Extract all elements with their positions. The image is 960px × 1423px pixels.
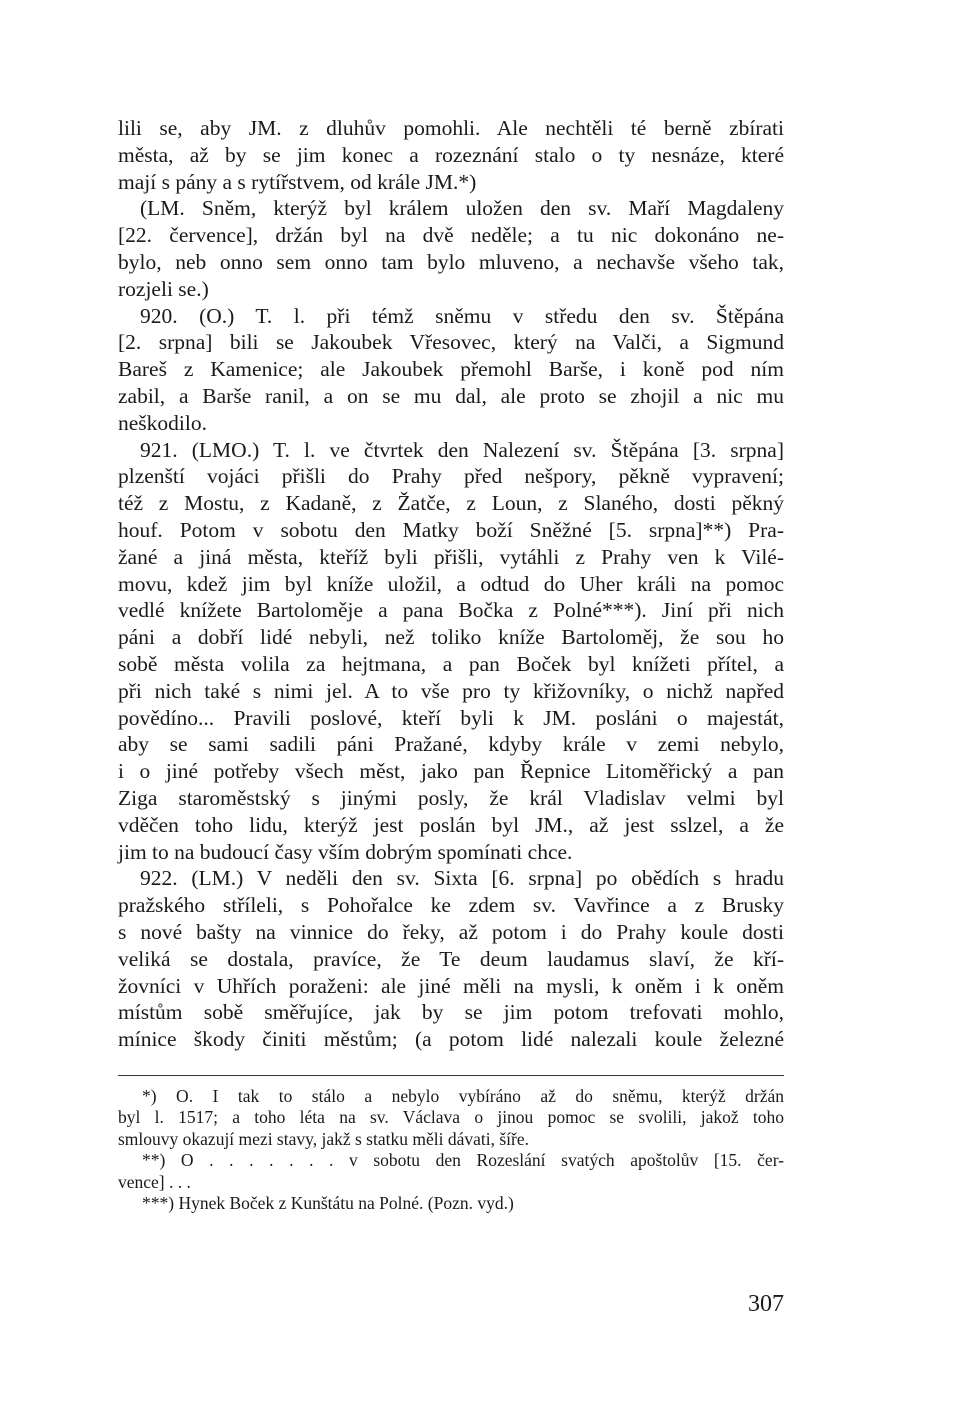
text-line: pražského stříleli, s Pohořalce ke zdem sv. Vavřince a z Brusky — [118, 893, 784, 918]
text-line: žovníci v Uhřích poraženi: ale jiné měli na mysli, k oněm i k oněm — [118, 973, 784, 998]
text-line: sobě města volila za hejtmana, a pan Boček byl knížeti přítel, a — [118, 651, 784, 676]
text-line: páni a dobří lidé nebyli, než toliko kníže Bartoloměj, že sou ho — [118, 625, 784, 650]
text-line: města, až by se jim konec a rozeznání stalo o ty nesnáze, které — [118, 142, 784, 167]
text-line: i o jiné potřeby všech měst, jako pan Řepnice Litoměřický a pan — [118, 759, 784, 784]
footnote-line: ***) Hynek Boček z Kunštátu na Polné. (Pozn. vyd.) — [142, 1193, 514, 1214]
footnote-line: **) O . . . . . . . v sobotu den Rozeslání svatých apoštolův [15. čer- — [142, 1150, 784, 1171]
page-content — [118, 115, 784, 1215]
footnote-line: byl l. 1517; a toho léta na sv. Václava o jinou pomoc se svolili, jakož toho — [118, 1107, 784, 1128]
text-line: zabil, a Barše ranil, a on se mu dal, ale proto se zhojil a nic mu — [118, 383, 784, 408]
text-line: lili se, aby JM. z dluhův pomohli. Ale nechtěli té berně zbírati — [118, 116, 784, 140]
text-line: žané a jiná města, kteříž byli přišli, vytáhli z Prahy ven k Vilé- — [118, 544, 784, 569]
text-line: movu, kdež jim byl kníže uložil, a odtud do Uher králi na pomoc — [118, 571, 784, 596]
text-line: mají s pány a s rytířstvem, od krále JM.*) — [118, 169, 477, 194]
text-line: bylo, neb onno sem onno tam bylo mluveno, a nechavše všeho tak, — [118, 249, 784, 274]
text-line: vděčen toho lidu, kterýž jest poslán byl JM., až jest sslzel, a že — [118, 812, 784, 837]
text-line: 922. (LM.) V neděli den sv. Sixta [6. srpna] po obědích s hradu — [140, 866, 784, 891]
text-line: 921. (LMO.) T. l. ve čtvrtek den Nalezení sv. Štěpána [3. srpna] — [140, 437, 784, 462]
text-line: Ziga staroměstský s jinými posly, že král Vladislav velmi byl — [118, 785, 784, 810]
text-line: při nich také s nimi jel. A to vše pro ty křižovníky, o nichž napřed — [118, 678, 784, 703]
text-line: místům sobě směřujíce, jak by se jim potom trefovati mohlo, — [118, 1000, 784, 1025]
text-line: s nové bašty na vinnice do řeky, až potom i do Prahy koule dosti — [118, 919, 784, 944]
text-line: rozjeli se.) — [118, 276, 209, 301]
footnote-line: vence] . . . — [118, 1171, 191, 1192]
text-line: Bareš z Kamenice; ale Jakoubek přemohl Barše, i koně pod ním — [118, 357, 784, 382]
text-line: veliká se dostala, pravíce, že Te deum laudamus slaví, že kří- — [118, 946, 784, 971]
text-line: plzenští vojáci přišli do Prahy před nešpory, pěkně vypravení; — [118, 464, 784, 489]
footnote-line: smlouvy okazují mezi stavy, jakž s statku měli dávati, šíře. — [118, 1128, 529, 1149]
text-line: 920. (O.) T. l. při témž sněmu v středu den sv. Štěpána — [140, 303, 784, 328]
text-line: [2. srpna] bili se Jakoubek Vřesovec, který na Valči, a Sigmund — [118, 330, 784, 355]
footnote-divider — [118, 1075, 784, 1076]
text-line: povědíno... Pravili poslové, kteří byli k JM. posláni o majestát, — [118, 705, 784, 730]
text-line: vedlé knížete Bartoloměje a pana Bočka z Polné***). Jiní při nich — [118, 598, 784, 623]
main-text — [118, 115, 784, 1053]
footnotes — [118, 1086, 784, 1215]
text-line: (LM. Sněm, kterýž byl králem uložen den sv. Maří Magdaleny — [140, 196, 784, 221]
text-line: jim to na budoucí časy vším dobrým spomínati chce. — [118, 839, 573, 864]
text-line: též z Mostu, z Kadaně, z Žatče, z Loun, z Slaného, dosti pěkný — [118, 491, 784, 516]
text-line: mínice škody činiti městům; (a potom lidé nalezali koule železné — [118, 1027, 784, 1052]
page-number: 307 — [748, 1291, 784, 1317]
text-line: [22. července], držán byl na dvě neděle; a tu nic dokonáno ne- — [118, 223, 784, 248]
text-line: houf. Potom v sobotu den Matky boží Sněžné [5. srpna]**) Pra- — [118, 517, 784, 542]
text-line: neškodilo. — [118, 410, 207, 435]
text-line: aby se sami sadili páni Pražané, kdyby krále v zemi nebylo, — [118, 732, 784, 757]
footnote-line: *) O. I tak to stálo a nebylo vybíráno až do sněmu, kterýž držán — [142, 1085, 784, 1106]
